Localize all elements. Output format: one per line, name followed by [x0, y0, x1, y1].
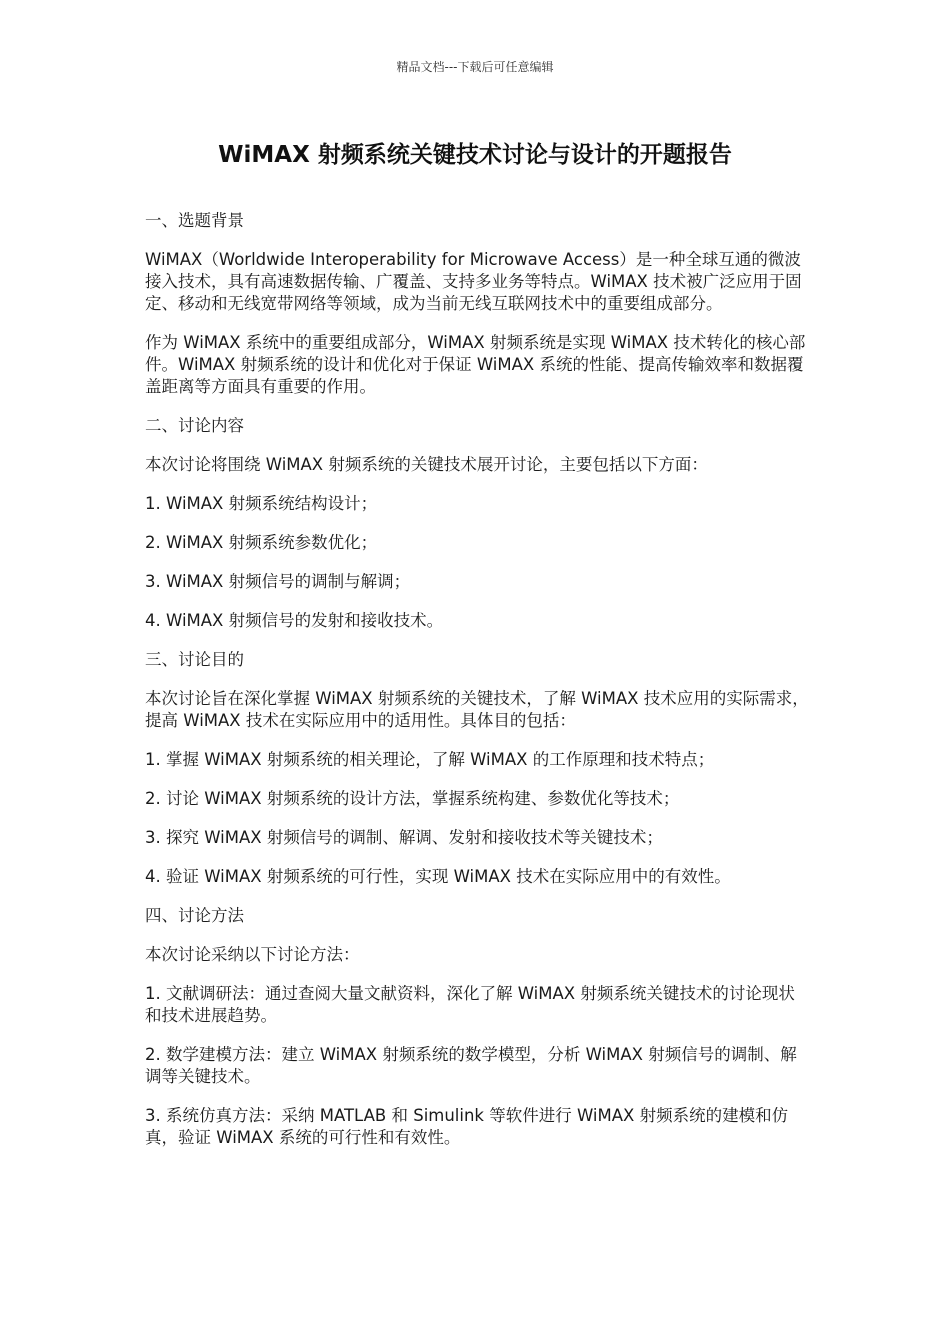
section-heading-purpose: 三、讨论目的: [145, 650, 244, 669]
list-item: 2. 数学建模方法：建立 WiMAX 射频系统的数学模型，分析 WiMAX 射频信号的调制、解调等关键技术。: [145, 1045, 797, 1086]
page-header: 精品文档---下载后可任意编辑: [396, 60, 554, 74]
list-item: 2. 讨论 WiMAX 射频系统的设计方法，掌握系统构建、参数优化等技术；: [145, 789, 680, 808]
section-heading-background: 一、选题背景: [145, 211, 244, 230]
paragraph: 作为 WiMAX 系统中的重要组成部分，WiMAX 射频系统是实现 WiMAX 技术转化的核心部件。WiMAX 射频系统的设计和优化对于保证 WiMAX 系统的性能、提高传输效率和数据覆盖距离等方面具有重要的作用。: [145, 333, 806, 396]
list-item: 2. WiMAX 射频系统参数优化；: [145, 533, 378, 552]
list-item: 3. WiMAX 射频信号的调制与解调；: [145, 572, 411, 591]
paragraph: 本次讨论旨在深化掌握 WiMAX 射频系统的关键技术，了解 WiMAX 技术应用的实际需求，提高 WiMAX 技术在实际应用中的适用性。具体目的包括：: [145, 689, 809, 730]
paragraph: WiMAX（Worldwide Interoperability for Microwave Access）是一种全球互通的微波接入技术，具有高速数据传输、广覆盖、支持多业务等特点。WiMAX 技术被广泛应用于固定、移动和无线宽带网络等领域，成为当前无线互联网技术中的重要组成部分。: [145, 250, 802, 313]
section-heading-method: 四、讨论方法: [145, 906, 244, 925]
section-heading-content: 二、讨论内容: [145, 416, 244, 435]
list-item: 3. 探究 WiMAX 射频信号的调制、解调、发射和接收技术等关键技术；: [145, 828, 663, 847]
paragraph: 本次讨论采纳以下讨论方法：: [145, 945, 360, 964]
list-item: 4. 验证 WiMAX 射频系统的可行性，实现 WiMAX 技术在实际应用中的有效性。: [145, 867, 731, 886]
document-body: [145, 210, 809, 1166]
paragraph: 本次讨论将围绕 WiMAX 射频系统的关键技术展开讨论，主要包括以下方面：: [145, 455, 708, 474]
document-title: WiMAX 射频系统关键技术讨论与设计的开题报告: [218, 142, 732, 168]
list-item: 1. 文献调研法：通过查阅大量文献资料，深化了解 WiMAX 射频系统关键技术的讨论现状和技术进展趋势。: [145, 984, 795, 1025]
list-item: 3. 系统仿真方法：采纳 MATLAB 和 Simulink 等软件进行 WiMAX 射频系统的建模和仿真，验证 WiMAX 系统的可行性和有效性。: [145, 1106, 789, 1147]
list-item: 4. WiMAX 射频信号的发射和接收技术。: [145, 611, 444, 630]
list-item: 1. 掌握 WiMAX 射频系统的相关理论，了解 WiMAX 的工作原理和技术特点；: [145, 750, 715, 769]
list-item: 1. WiMAX 射频系统结构设计；: [145, 494, 378, 513]
